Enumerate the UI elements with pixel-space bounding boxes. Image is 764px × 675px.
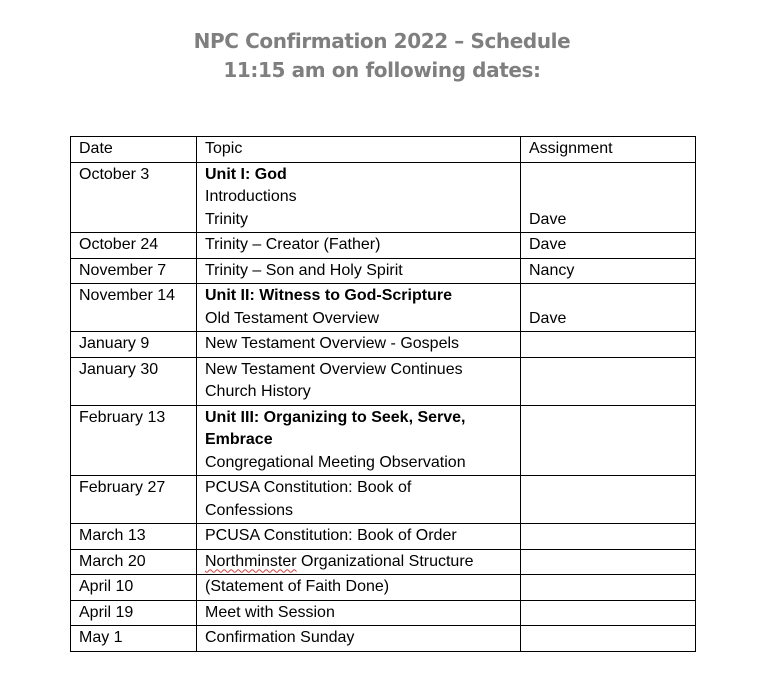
row-assignment — [521, 332, 696, 358]
row-date: February 27 — [71, 476, 197, 524]
topic-line: Old Testament Overview — [205, 309, 379, 327]
unit-heading: Unit I: God — [205, 165, 287, 183]
assignment-name: Dave — [529, 210, 567, 228]
table-header-row — [71, 137, 696, 163]
row-topic — [197, 549, 521, 575]
unit-heading: Unit II: Witness to God-Scripture — [205, 287, 452, 304]
topic-line: Introductions — [205, 188, 297, 205]
row-date: October 24 — [71, 233, 197, 259]
table-row — [71, 575, 696, 601]
table-row — [71, 524, 696, 550]
table-row — [71, 600, 696, 626]
row-date: January 30 — [71, 357, 197, 405]
row-topic — [197, 405, 521, 476]
unit-heading: Unit III: Organizing to Seek, Serve, — [205, 408, 466, 426]
row-assignment — [521, 626, 696, 652]
spellcheck-flagged-word: Northminster — [205, 552, 297, 570]
row-topic — [197, 357, 521, 405]
row-assignment — [521, 162, 696, 233]
topic-line: Congregational Meeting Observation — [205, 453, 466, 471]
schedule-table — [70, 136, 696, 652]
table-row — [71, 357, 696, 405]
row-assignment — [521, 600, 696, 626]
document-subtitle: 11:15 am on following dates: — [223, 58, 541, 82]
row-topic — [197, 162, 521, 233]
unit-heading-continued: Embrace — [205, 431, 273, 448]
row-date: April 19 — [71, 600, 197, 626]
header-topic: Topic — [197, 137, 521, 163]
document-title: NPC Confirmation 2022 – Schedule — [193, 29, 571, 53]
table-row — [71, 405, 696, 476]
table-row — [71, 284, 696, 332]
row-date: January 9 — [71, 332, 197, 358]
topic-line: Church History — [205, 383, 311, 400]
row-topic: (Statement of Faith Done) — [197, 575, 521, 601]
topic-line: Confessions — [205, 501, 294, 519]
row-date: February 13 — [71, 405, 197, 476]
table-row — [71, 476, 696, 524]
row-assignment — [521, 284, 696, 332]
row-date: November 7 — [71, 258, 197, 284]
topic-text: Organizational Structure — [296, 552, 474, 570]
row-assignment — [521, 476, 696, 524]
topic-line: PCUSA Constitution: Book of — [205, 479, 412, 496]
row-topic: Confirmation Sunday — [197, 626, 521, 652]
row-topic — [197, 476, 521, 524]
table-row — [71, 626, 696, 652]
row-topic: Meet with Session — [197, 600, 521, 626]
row-assignment — [521, 575, 696, 601]
row-date: May 1 — [71, 626, 197, 652]
row-topic: PCUSA Constitution: Book of Order — [197, 524, 521, 550]
topic-line: Trinity — [205, 210, 248, 228]
table-row — [71, 258, 696, 284]
header-assignment: Assignment — [521, 137, 696, 163]
topic-line: New Testament Overview Continues — [205, 360, 463, 378]
row-date: April 10 — [71, 575, 197, 601]
row-assignment — [521, 524, 696, 550]
row-date: March 13 — [71, 524, 197, 550]
row-assignment: Nancy — [521, 258, 696, 284]
row-assignment — [521, 549, 696, 575]
table-row — [71, 549, 696, 575]
row-date: March 20 — [71, 549, 197, 575]
row-topic: Trinity – Son and Holy Spirit — [197, 258, 521, 284]
row-assignment: Dave — [521, 233, 696, 259]
row-date: November 14 — [71, 284, 197, 332]
table-row — [71, 162, 696, 233]
row-topic: New Testament Overview - Gospels — [197, 332, 521, 358]
row-topic: Trinity – Creator (Father) — [197, 233, 521, 259]
header-date: Date — [71, 137, 197, 163]
row-assignment — [521, 405, 696, 476]
table-row — [71, 233, 696, 259]
row-topic — [197, 284, 521, 332]
row-date: October 3 — [71, 162, 197, 233]
row-assignment — [521, 357, 696, 405]
table-row — [71, 332, 696, 358]
assignment-name: Dave — [529, 309, 567, 327]
